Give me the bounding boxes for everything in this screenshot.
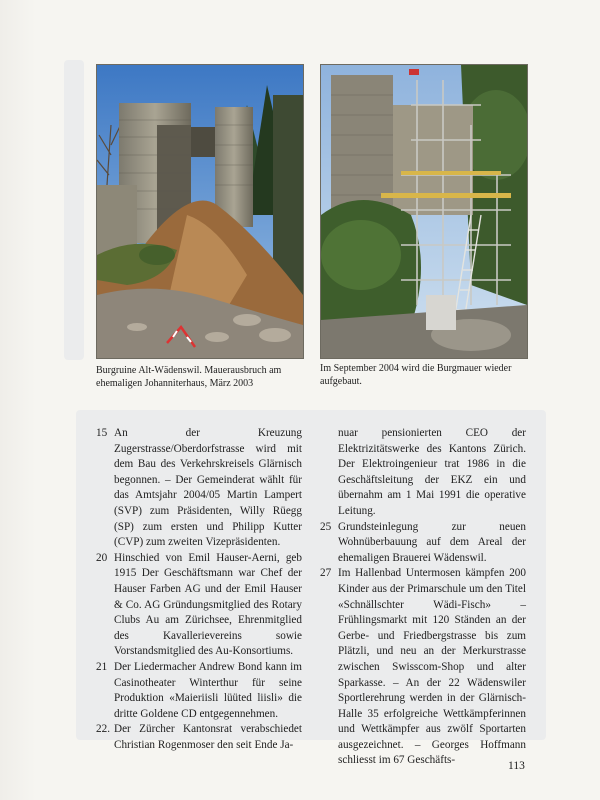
entry-day: 27	[320, 567, 332, 580]
chronicle-entry	[96, 722, 302, 753]
chronicle-entry	[320, 520, 526, 567]
chronicle-entry	[96, 426, 302, 551]
entry-day: 20	[96, 551, 108, 564]
page-number: 113	[508, 760, 525, 772]
scaffolding-repair-image	[321, 65, 527, 358]
photo-scaffolding-repair	[320, 64, 528, 359]
entry-text: Grundsteinlegung zur neuen Wohnüberbauung auf dem Areal der ehemaligen Brauerei Wädenswil.	[338, 520, 526, 564]
entry-text: An der Kreuzung Zugerstrasse/Oberdorfstrasse wird mit dem Bau des Verkehrskreisels Glärnisch begonnen. – Der Gemeinderat wählt für das Amtsjahr 2004/05 Martin Lampert (SVP) zum Präsidenten, Willy Rüegg (SP) zum ersten und Philipp Kutter (CVP) zum zweiten Vizepräsidenten.	[114, 427, 302, 549]
ruin-collapse-image	[97, 65, 303, 358]
entry-text: Im Hallenbad Untermosen kämpfen 200 Kinder aus der Primarschule um den Titel «Schnällschter Wädi-Fisch» – Frühlingsmarkt mit 120 Ständen an der Gerbe- und Friedbergstrasse bis zum Plätzli, und neu an der Merkurstrasse zwischen Swisscom-Shop und alter Sparkasse. – An der 22 Wädenswiler Sportlerehrung werden in der Glärnisch-Halle 35 erfolgreiche Wettkämpferinnen und Wettkämpfer aus zwölf Sportarten ausgezeichnet. – Georges Hoffmann schliesst im 67 Geschäfts-	[338, 567, 526, 767]
photo-caption-left: Burgruine Alt-Wädenswil. Mauerausbruch am ehemaligen Johanniterhaus, März 2003	[96, 365, 282, 389]
chronicle-entry	[320, 566, 526, 769]
entry-text: Der Zürcher Kantonsrat verabschiedet Christian Rogenmoser den seit Ende Ja-	[114, 723, 302, 751]
entry-day: 15	[96, 427, 108, 439]
entry-day: 22.	[96, 723, 110, 736]
entry-day: 21	[96, 660, 108, 673]
entry-day: 25	[320, 520, 332, 533]
chronicle-column-right	[320, 426, 526, 769]
chronicle-entry	[96, 551, 302, 660]
bleed-through-shadow	[64, 60, 84, 360]
entry-text: Hinschied von Emil Hauser-Aerni, geb 1915 Der Geschäftsmann war Chef der Hauser Farben AG und der Emil Hauser & Co. AG Gründungsmitglied des Rotary Clubs Au am Zürichsee, Ehrenmitglied des Kavallerievereins sowie Vorstandsmitglied des Au-Konsortiums.	[114, 551, 302, 658]
photo-ruin-collapse	[96, 64, 304, 359]
photo-caption-right: Im September 2004 wird die Burgmauer wieder aufgebaut.	[320, 363, 512, 387]
chronicle-entry	[96, 660, 302, 722]
entry-text: Der Liedermacher Andrew Bond kann im Casinotheater Winterthur für seine Produktion «Maieriisli lüüted liisli» die dritte Goldene CD entgegennehmen.	[114, 660, 302, 720]
entry-continuation: nuar pensionierten CEO der Elektrizitätswerke des Kantons Zürich. Der Elektroingenieur trat 1986 in die Geschäftsleitung der EKZ ein und übernahm am 1 Mai 1991 die operative Leitung.	[338, 427, 526, 517]
chronicle-column-left	[96, 426, 302, 753]
